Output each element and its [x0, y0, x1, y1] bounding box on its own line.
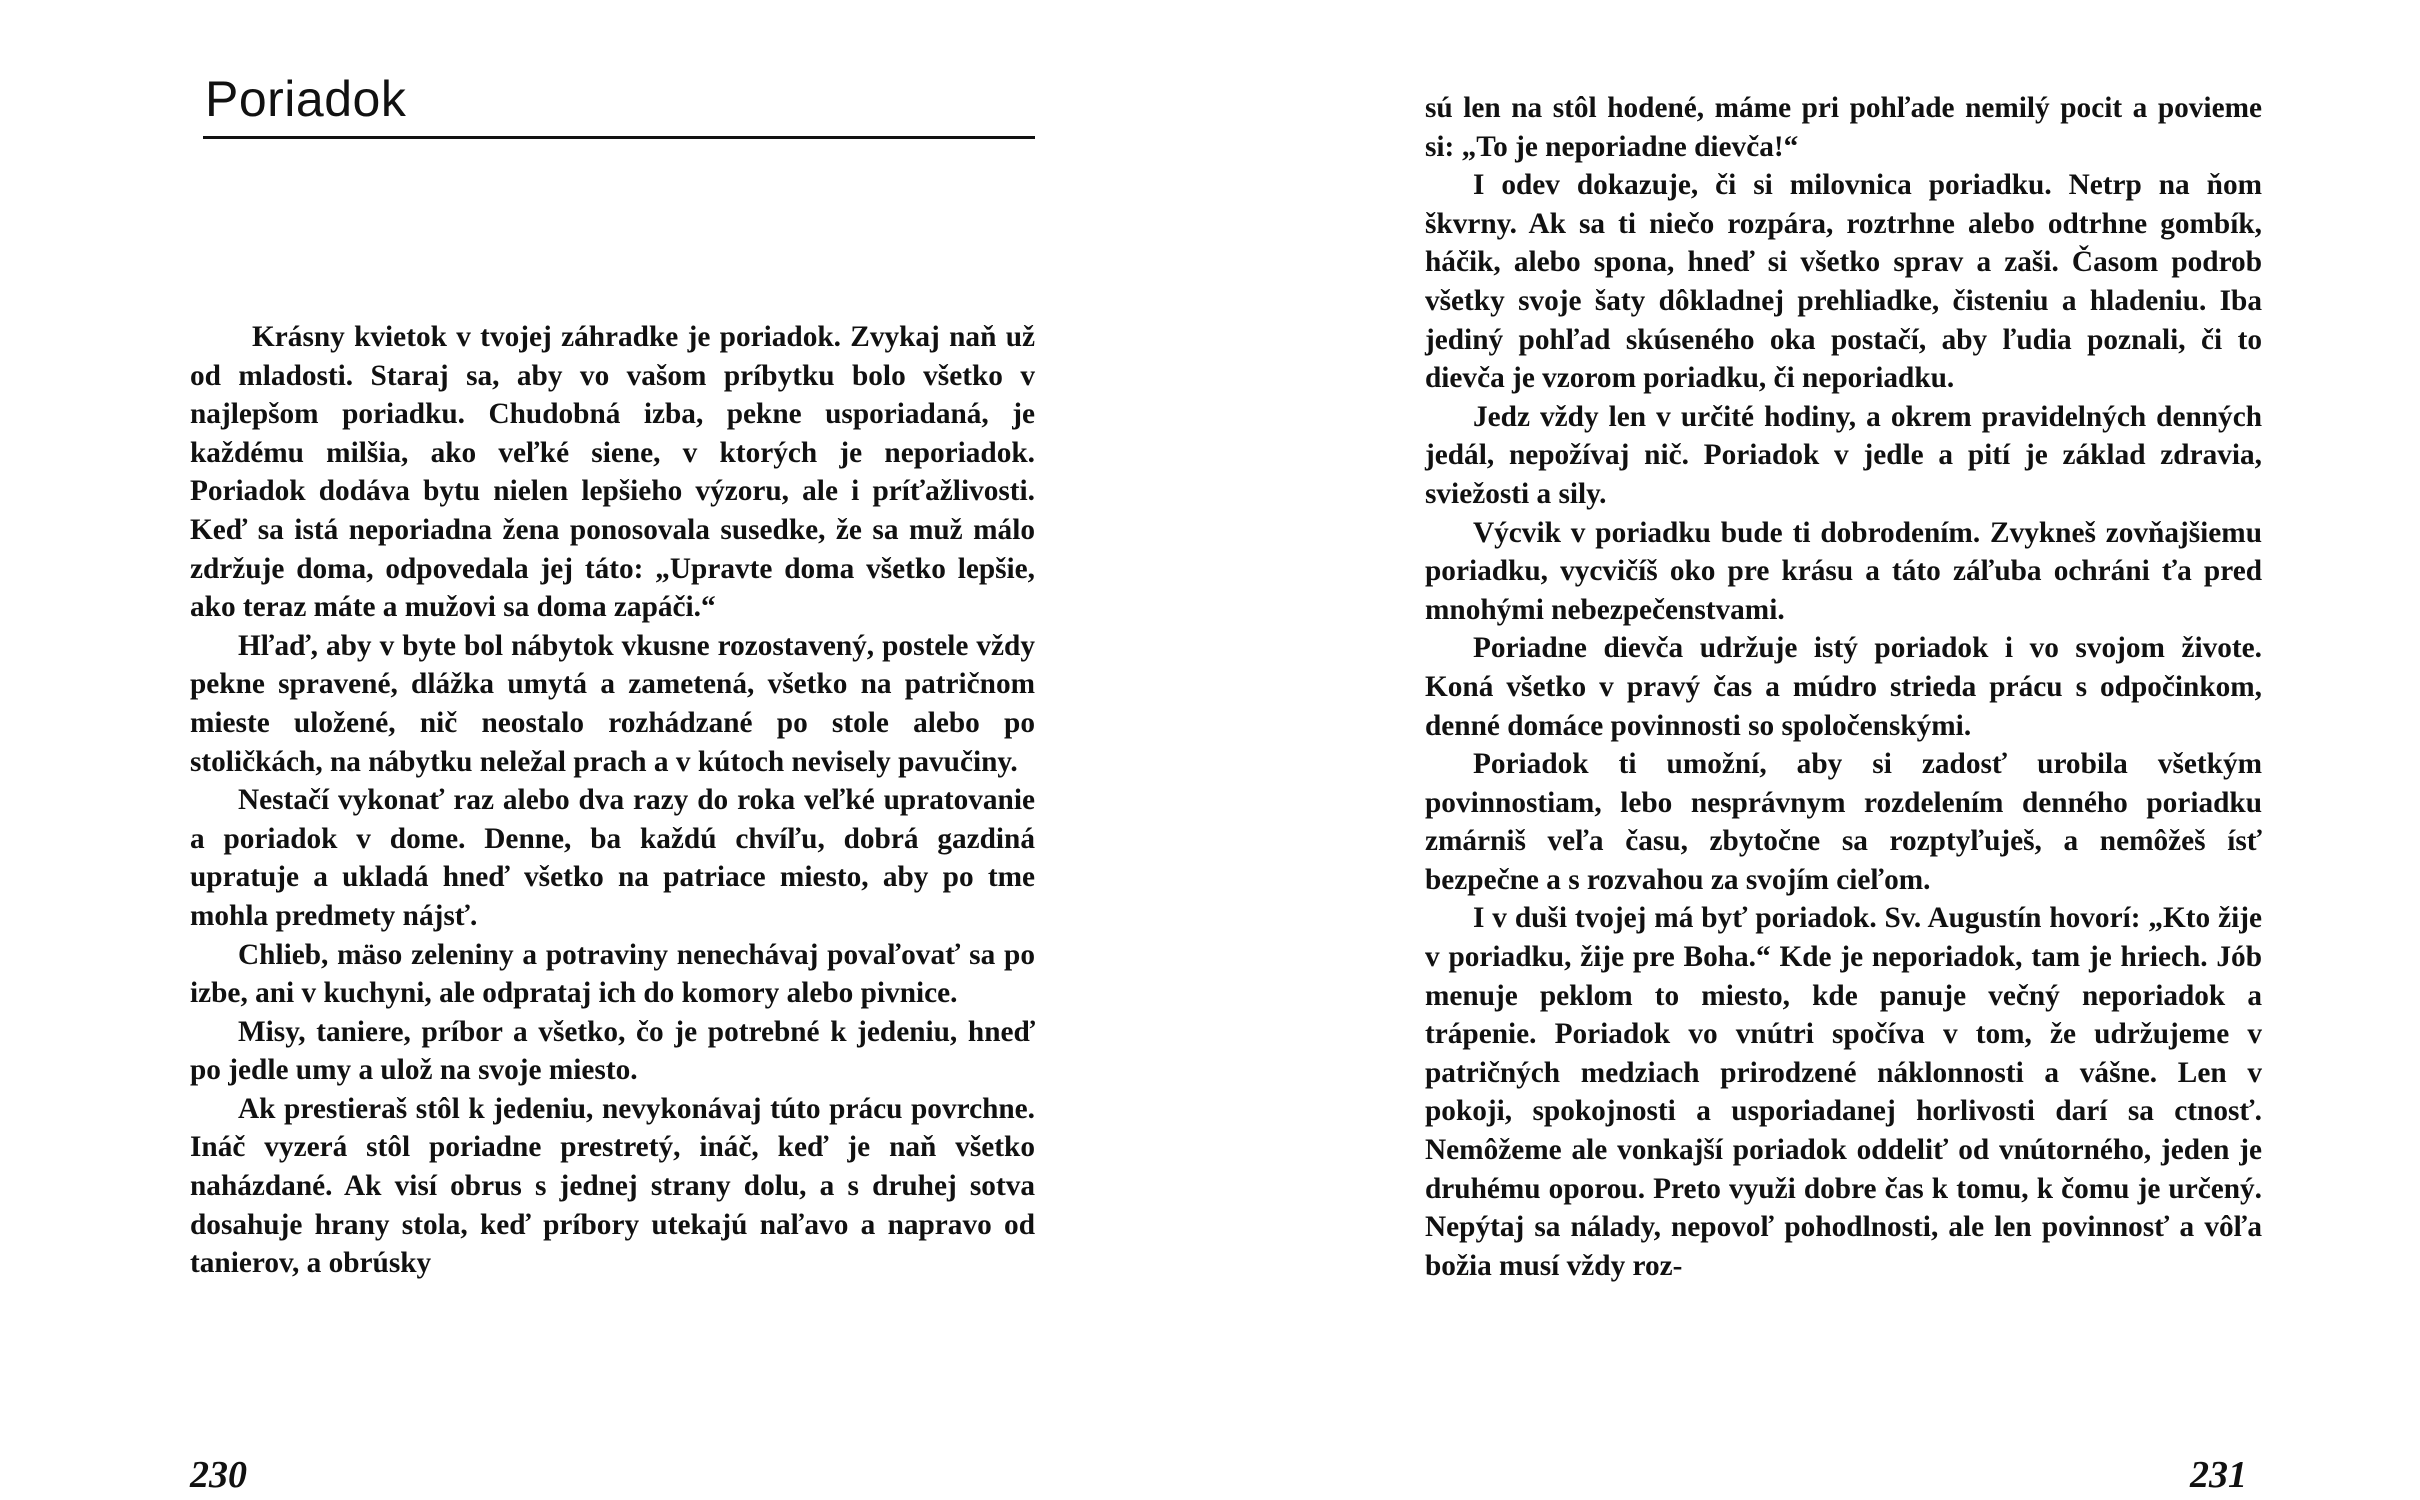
paragraph: Krásny kvietok v tvojej záhradke je poriadok. Zvykaj naň už od mladosti. Staraj sa, aby vo vašom príbytku bolo všetko v najlepšom poriadku. Chudobná izba, pekne usporiadaná, je každému milšia, ako veľké siene, v ktorých je neporiadok. Poriadok dodáva bytu nielen lepšieho výzoru, ale i príťažlivosti. Keď sa istá neporiadna žena ponosovala susedke, že sa muž málo zdržuje doma, odpovedala jej táto: „Upravte doma všetko lepšie, ako teraz máte a mužovi sa doma zapáči.“ [190, 321, 1035, 624]
paragraph: Hľaď, aby v byte bol nábytok vkusne rozostavený, postele vždy pekne spravené, dlážka umytá a zametená, všetko na patričnom mieste uložené, nič neostalo rozhádzané po stole alebo po stoličkách, na nábytku neležal prach a v kútoch nevisely pavučiny. [190, 629, 1035, 778]
chapter-title: Poriadok [205, 71, 407, 127]
paragraph: I v duši tvojej má byť poriadok. Sv. Augustín hovorí: „Kto žije v poriadku, žije pre Boha.“ Kde je neporiadok, tam je hriech. Jób menuje peklom to miesto, kde panuje večný neporiadok a trápenie. Poriadok vo vnútri spočíva v tom, že udržujeme v patričných medziach prirodzené náklonnosti a vášne. Len v pokoji, spokojnosti a usporiadanej horlivosti darí sa ctnosť. Nemôžeme ale vonkajší poriadok oddeliť od vnútorného, jeden je druhému oporou. Preto využi dobre čas k tomu, k čomu je určený. Nepýtaj sa nálady, nepovoľ pohodlnosti, ale len povinnosť a vôľa božia musí vždy roz- [1425, 902, 2262, 1282]
right-page [1210, 0, 2420, 1500]
paragraph: Poriadne dievča udržuje istý poriadok i vo svojom živote. Koná všetko v pravý čas a múdro strieda prácu s odpočinkom, denné domáce povinnosti so spoločenskými. [1425, 632, 2262, 742]
paragraph: Misy, taniere, príbor a všetko, čo je potrebné k jedeniu, hneď po jedle umy a ulož na svoje miesto. [190, 1015, 1035, 1087]
left-page-text [190, 318, 1035, 1283]
paragraph: Výcvik v poriadku bude ti dobrodením. Zvykneš zovňajšiemu poriadku, vycvičíš oko pre krásu a táto záľuba ochráni ťa pred mnohými nebezpečenstvami. [1425, 516, 2262, 626]
title-rule [203, 136, 1035, 139]
page-number: 231 [2190, 1454, 2247, 1496]
right-page-text [1425, 89, 2262, 1285]
paragraph-continuation: sú len na stôl hodené, máme pri pohľade nemilý pocit a povieme si: „To je neporiadne dievča!“ [1425, 92, 2262, 163]
paragraph: Nestačí vykonať raz alebo dva razy do roka veľké upratovanie a poriadok v dome. Denne, ba každú chvíľu, dobrá gazdiná upratuje a ukladá hneď všetko na patriace miesto, aby po tme mohla predmety nájsť. [190, 784, 1035, 932]
page-number: 230 [190, 1454, 247, 1496]
paragraph: Chlieb, mäso zeleniny a potraviny nenechávaj povaľovať sa po izbe, ani v kuchyni, ale odprataj ich do komory alebo pivnice. [190, 938, 1035, 1010]
paragraph: Poriadok ti umožní, aby si zadosť urobila všetkým povinnostiam, lebo nesprávnym rozdelením denného poriadku zmárniš veľa času, zbytočne sa rozptyľuješ, a nemôžeš ísť bezpečne a s rozvahou za svojím cieľom. [1425, 748, 2262, 896]
paragraph: Ak prestieraš stôl k jedeniu, nevykonávaj túto prácu povrchne. Ináč vyzerá stôl poriadne prestretý, ináč, keď je naň všetko naházdané. Ak visí obrus s jednej strany dolu, a s druhej sotva dosahuje hrany stola, keď príbory utekajú naľavo a napravo od tanierov, a obrúsky [190, 1092, 1035, 1280]
paragraph: Jedz vždy len v určité hodiny, a okrem pravidelných denných jedál, nepožívaj nič. Poriadok v jedle a pití je základ zdravia, sviežosti a sily. [1425, 400, 2262, 510]
paragraph: I odev dokazuje, či si milovnica poriadku. Netrp na ňom škvrny. Ak sa ti niečo rozpára, roztrhne alebo odtrhne gombík, háčik, alebo spona, hneď si všetko sprav a zaši. Časom podrob všetky svoje šaty dôkladnej prehliadke, čisteniu a hladeniu. Iba jediný pohľad skúseného oka postačí, aby ľudia poznali, či to dievča je vzorom poriadku, či neporiadku. [1425, 169, 2262, 395]
